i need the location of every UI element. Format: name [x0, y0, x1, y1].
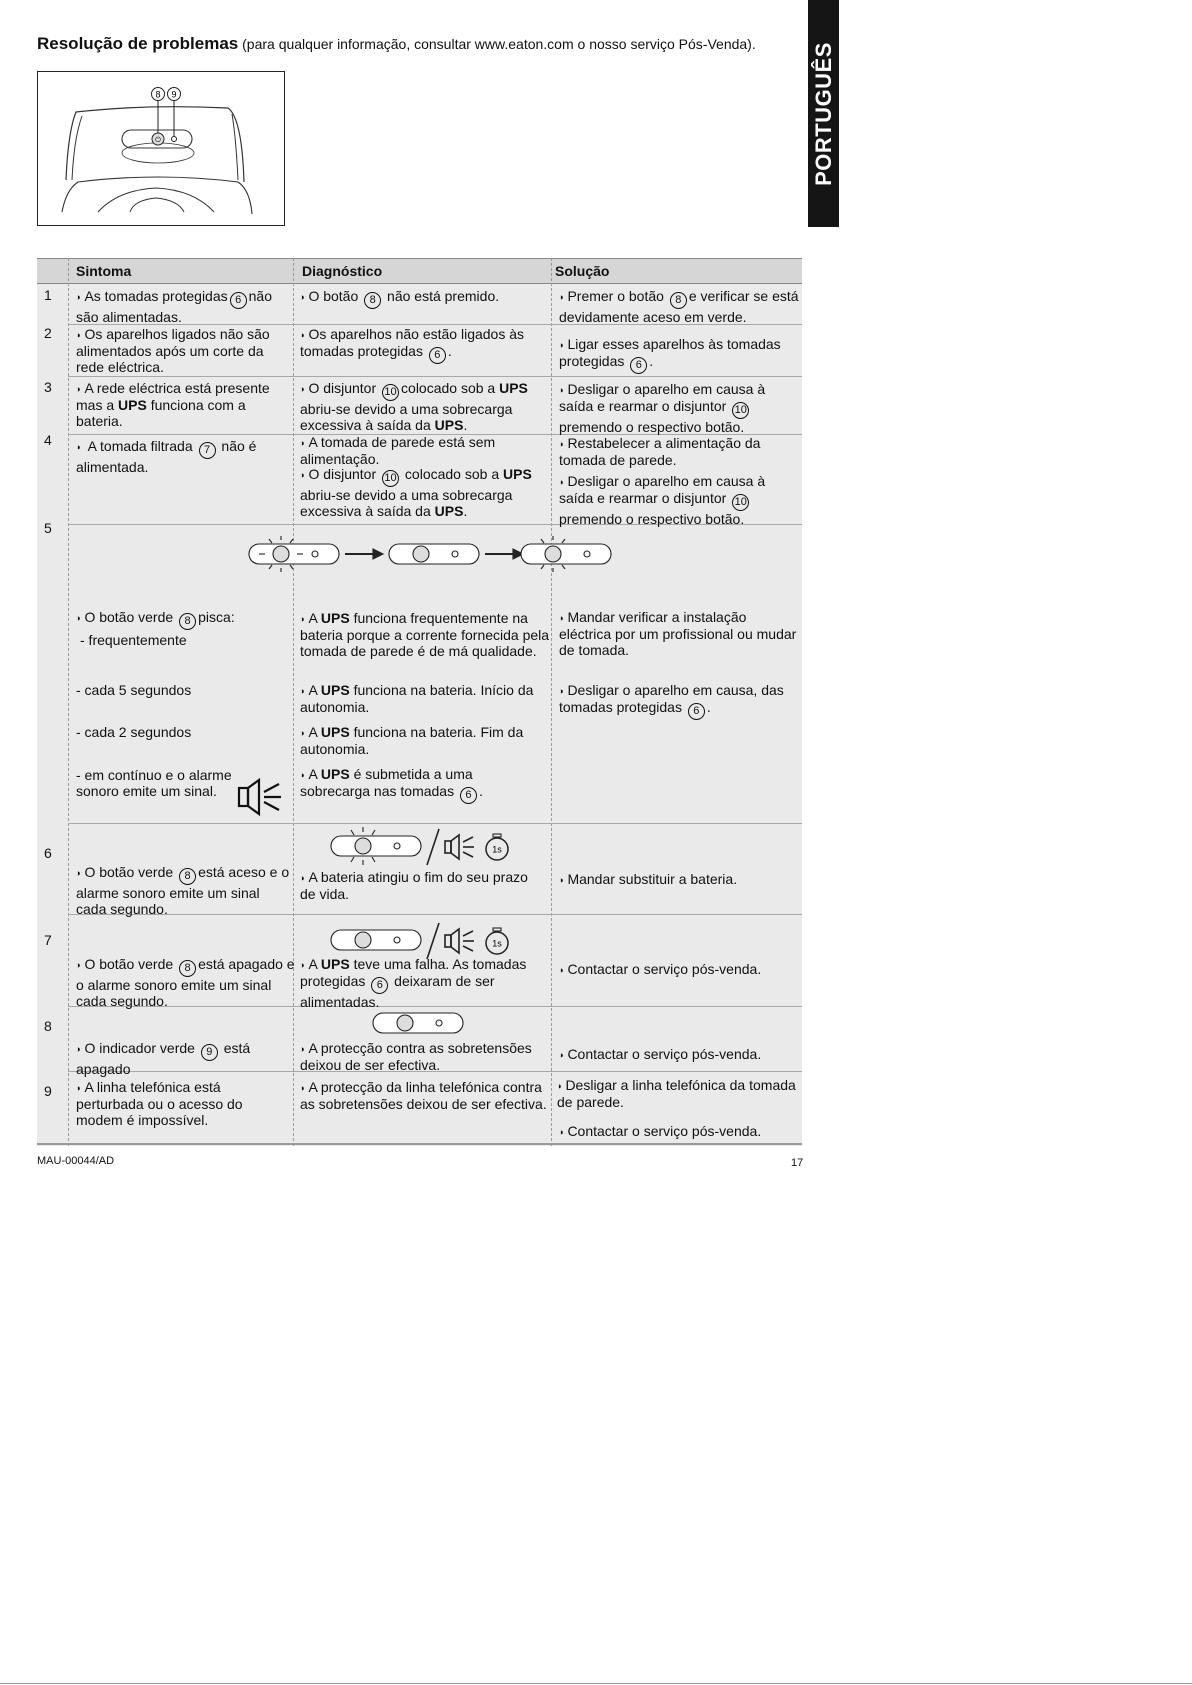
row4-solution-a: ◗ Restabelecer a alimentação da tomada de parede. [559, 435, 761, 468]
page-number: 17 [791, 1157, 804, 1169]
row-number: 8 [44, 1018, 52, 1034]
row5-sub2-symptom: - cada 5 segundos [76, 682, 192, 698]
callout-6: 6 [688, 703, 705, 720]
row8-solution: ◗ Contactar o serviço pós-venda. [559, 1046, 762, 1062]
callout-8: 8 [179, 960, 196, 977]
row-number: 6 [44, 845, 52, 861]
table-bottom-rule [37, 1143, 802, 1145]
header-symptom: Sintoma [76, 263, 132, 279]
row1-symptom: ◗ As tomadas protegidas 6 não são alimentadas. [76, 288, 272, 325]
callout-10: 10 [382, 470, 399, 487]
row-number: 5 [44, 520, 52, 536]
row-number: 4 [44, 432, 52, 448]
callout-6: 6 [429, 347, 446, 364]
table-header [37, 258, 802, 284]
language-tab [808, 0, 839, 227]
callout-6: 6 [460, 787, 477, 804]
callout-8: 8 [155, 89, 161, 100]
language-tab-label: PORTUGUÊS [810, 41, 836, 186]
row6-solution: ◗ Mandar substituir a bateria. [559, 871, 738, 887]
column-divider [293, 258, 294, 1146]
row5-sub1-diagnosis: ◗ A UPS funciona frequentemente na bateria porque a corrente fornecida pela tomada de parede é de má qualidade. [300, 610, 550, 659]
callout-9: 9 [201, 1044, 218, 1061]
row9-solution-a: ◗ Desligar a linha telefónica da tomada de parede. [557, 1077, 796, 1110]
row4-diagnosis-b: ◗ O disjuntor 10 colocado sob a UPS abriu-se devido a uma sobrecarga excessiva à saída da UPS. [300, 466, 532, 519]
row4-solution-b: ◗ Desligar o aparelho em causa à saída e rearmar o disjuntor 10 premendo o respectivo botão. [559, 473, 766, 527]
svg-text:⏻: ⏻ [155, 136, 161, 144]
row5-symptom-head: ◗ O botão verde 8 pisca: [76, 609, 291, 630]
row-divider [68, 823, 802, 824]
row5-sub2-diagnosis: ◗ A UPS funciona na bateria. Início da autonomia. [300, 682, 534, 715]
row-number: 7 [44, 932, 52, 948]
column-divider [551, 258, 552, 1146]
document-code: MAU-00044/AD [37, 1155, 115, 1167]
row5-sub2-solution: ◗ Desligar o aparelho em causa, das tomadas protegidas 6 . [559, 682, 799, 720]
row2-diagnosis: ◗ Os aparelhos não estão ligados às tomadas protegidas 6 . [300, 326, 545, 364]
row5-sub1-solution: ◗ Mandar verificar a instalação eléctrica por um profissional ou mudar de tomada. [559, 609, 797, 658]
row5-sub4-diagnosis: ◗ A UPS é submetida a uma sobrecarga nas tomadas 6 . [300, 766, 545, 804]
row6-diagnosis: ◗ A bateria atingiu o fim do seu prazo de vida. [300, 869, 528, 902]
row5-sub4-symptom: - em contínuo e o alarme sonoro emite um sinal. [76, 767, 232, 799]
page-bottom-rule [0, 1683, 1192, 1684]
timer-label: 1s [492, 938, 502, 949]
callout-6: 6 [230, 292, 247, 309]
row-number: 3 [44, 379, 52, 395]
callout-6: 6 [371, 977, 388, 994]
row7-diagnosis: ◗ A UPS teve uma falha. As tomadas protegidas 6 deixaram de ser alimentadas. [300, 956, 527, 1010]
row3-solution: ◗ Desligar o aparelho em causa à saída e rearmar o disjuntor 10 premendo o respectivo botão. [559, 381, 766, 435]
row2-solution: ◗ Ligar esses aparelhos às tomadas protegidas 6 . [559, 336, 799, 374]
row-number: 1 [44, 287, 52, 303]
row9-solution-b: ◗ Contactar o serviço pós-venda. [559, 1123, 762, 1139]
header-solution: Solução [555, 263, 610, 279]
header-diagnosis: Diagnóstico [302, 263, 383, 279]
callout-10: 10 [732, 402, 749, 419]
row9-symptom: ◗ A linha telefónica está perturbada ou o acesso do modem é impossível. [76, 1079, 243, 1128]
column-divider [68, 258, 69, 1146]
row8-diagnosis: ◗ A protecção contra as sobretensões deixou de ser efectiva. [300, 1040, 532, 1073]
callout-6: 6 [630, 357, 647, 374]
callout-9: 9 [171, 89, 177, 100]
callout-8: 8 [364, 292, 381, 309]
row1-diagnosis: ◗ O botão 8 não está premido. [300, 288, 545, 309]
troubleshooting-table [37, 258, 802, 1146]
button-lit-alarm-icon [327, 825, 547, 867]
timer-label: 1s [492, 844, 502, 855]
row8-symptom: ◗ O indicador verde 9 está apagado [76, 1040, 251, 1077]
ups-top-drawing [38, 72, 284, 225]
callout-8: 8 [670, 292, 687, 309]
indicator-off-icon [369, 1010, 469, 1036]
button-off-alarm-icon [327, 919, 547, 961]
callout-7: 7 [199, 442, 216, 459]
row9-diagnosis: ◗ A protecção da linha telefónica contra as sobretensões deixou de ser efectiva. [300, 1079, 547, 1112]
row-number: 2 [44, 325, 52, 341]
page-title [37, 34, 756, 54]
alarm-speaker-icon [237, 778, 291, 816]
row1-solution: ◗ Premer o botão 8 e verificar se está devidamente aceso em verde. [559, 288, 799, 325]
callout-10: 10 [382, 384, 399, 401]
row2-symptom: ◗ Os aparelhos ligados não são alimentados após um corte da rede eléctrica. [76, 326, 270, 375]
callout-10: 10 [732, 494, 749, 511]
row5-sub3-symptom: - cada 2 segundos [76, 724, 192, 740]
row-number: 9 [44, 1083, 52, 1099]
page-title-bold: Resolução de problemas [37, 34, 239, 53]
blinking-button-sequence [245, 534, 615, 574]
row-divider [68, 376, 802, 377]
row4-symptom: ◗ A tomada filtrada 7 não é alimentada. [76, 438, 257, 475]
row3-symptom: ◗ A rede eléctrica está presente mas a UPS funciona com a bateria. [76, 380, 270, 429]
row3-diagnosis: ◗ O disjuntor 10 colocado sob a UPS abriu-se devido a uma sobrecarga excessiva à saída da UPS. [300, 380, 528, 433]
row4-diagnosis-a: ◗ A tomada de parede está sem alimentação. [300, 434, 496, 467]
row7-symptom: ◗ O botão verde 8 está apagado e o alarme sonoro emite um sinal cada segundo. [76, 956, 295, 1009]
ups-top-figure [37, 71, 285, 226]
row5-sub3-diagnosis: ◗ A UPS funciona na bateria. Fim da autonomia. [300, 724, 524, 757]
callout-8: 8 [179, 868, 196, 885]
page-title-rest: (para qualquer informação, consultar www.eaton.com o nosso serviço Pós-Venda). [242, 36, 756, 52]
row5-sub1-symptom: - frequentemente [80, 632, 187, 648]
row7-solution: ◗ Contactar o serviço pós-venda. [559, 961, 762, 977]
row6-symptom: ◗ O botão verde 8 está aceso e o alarme sonoro emite um sinal cada segundo. [76, 864, 290, 917]
callout-8: 8 [179, 613, 196, 630]
